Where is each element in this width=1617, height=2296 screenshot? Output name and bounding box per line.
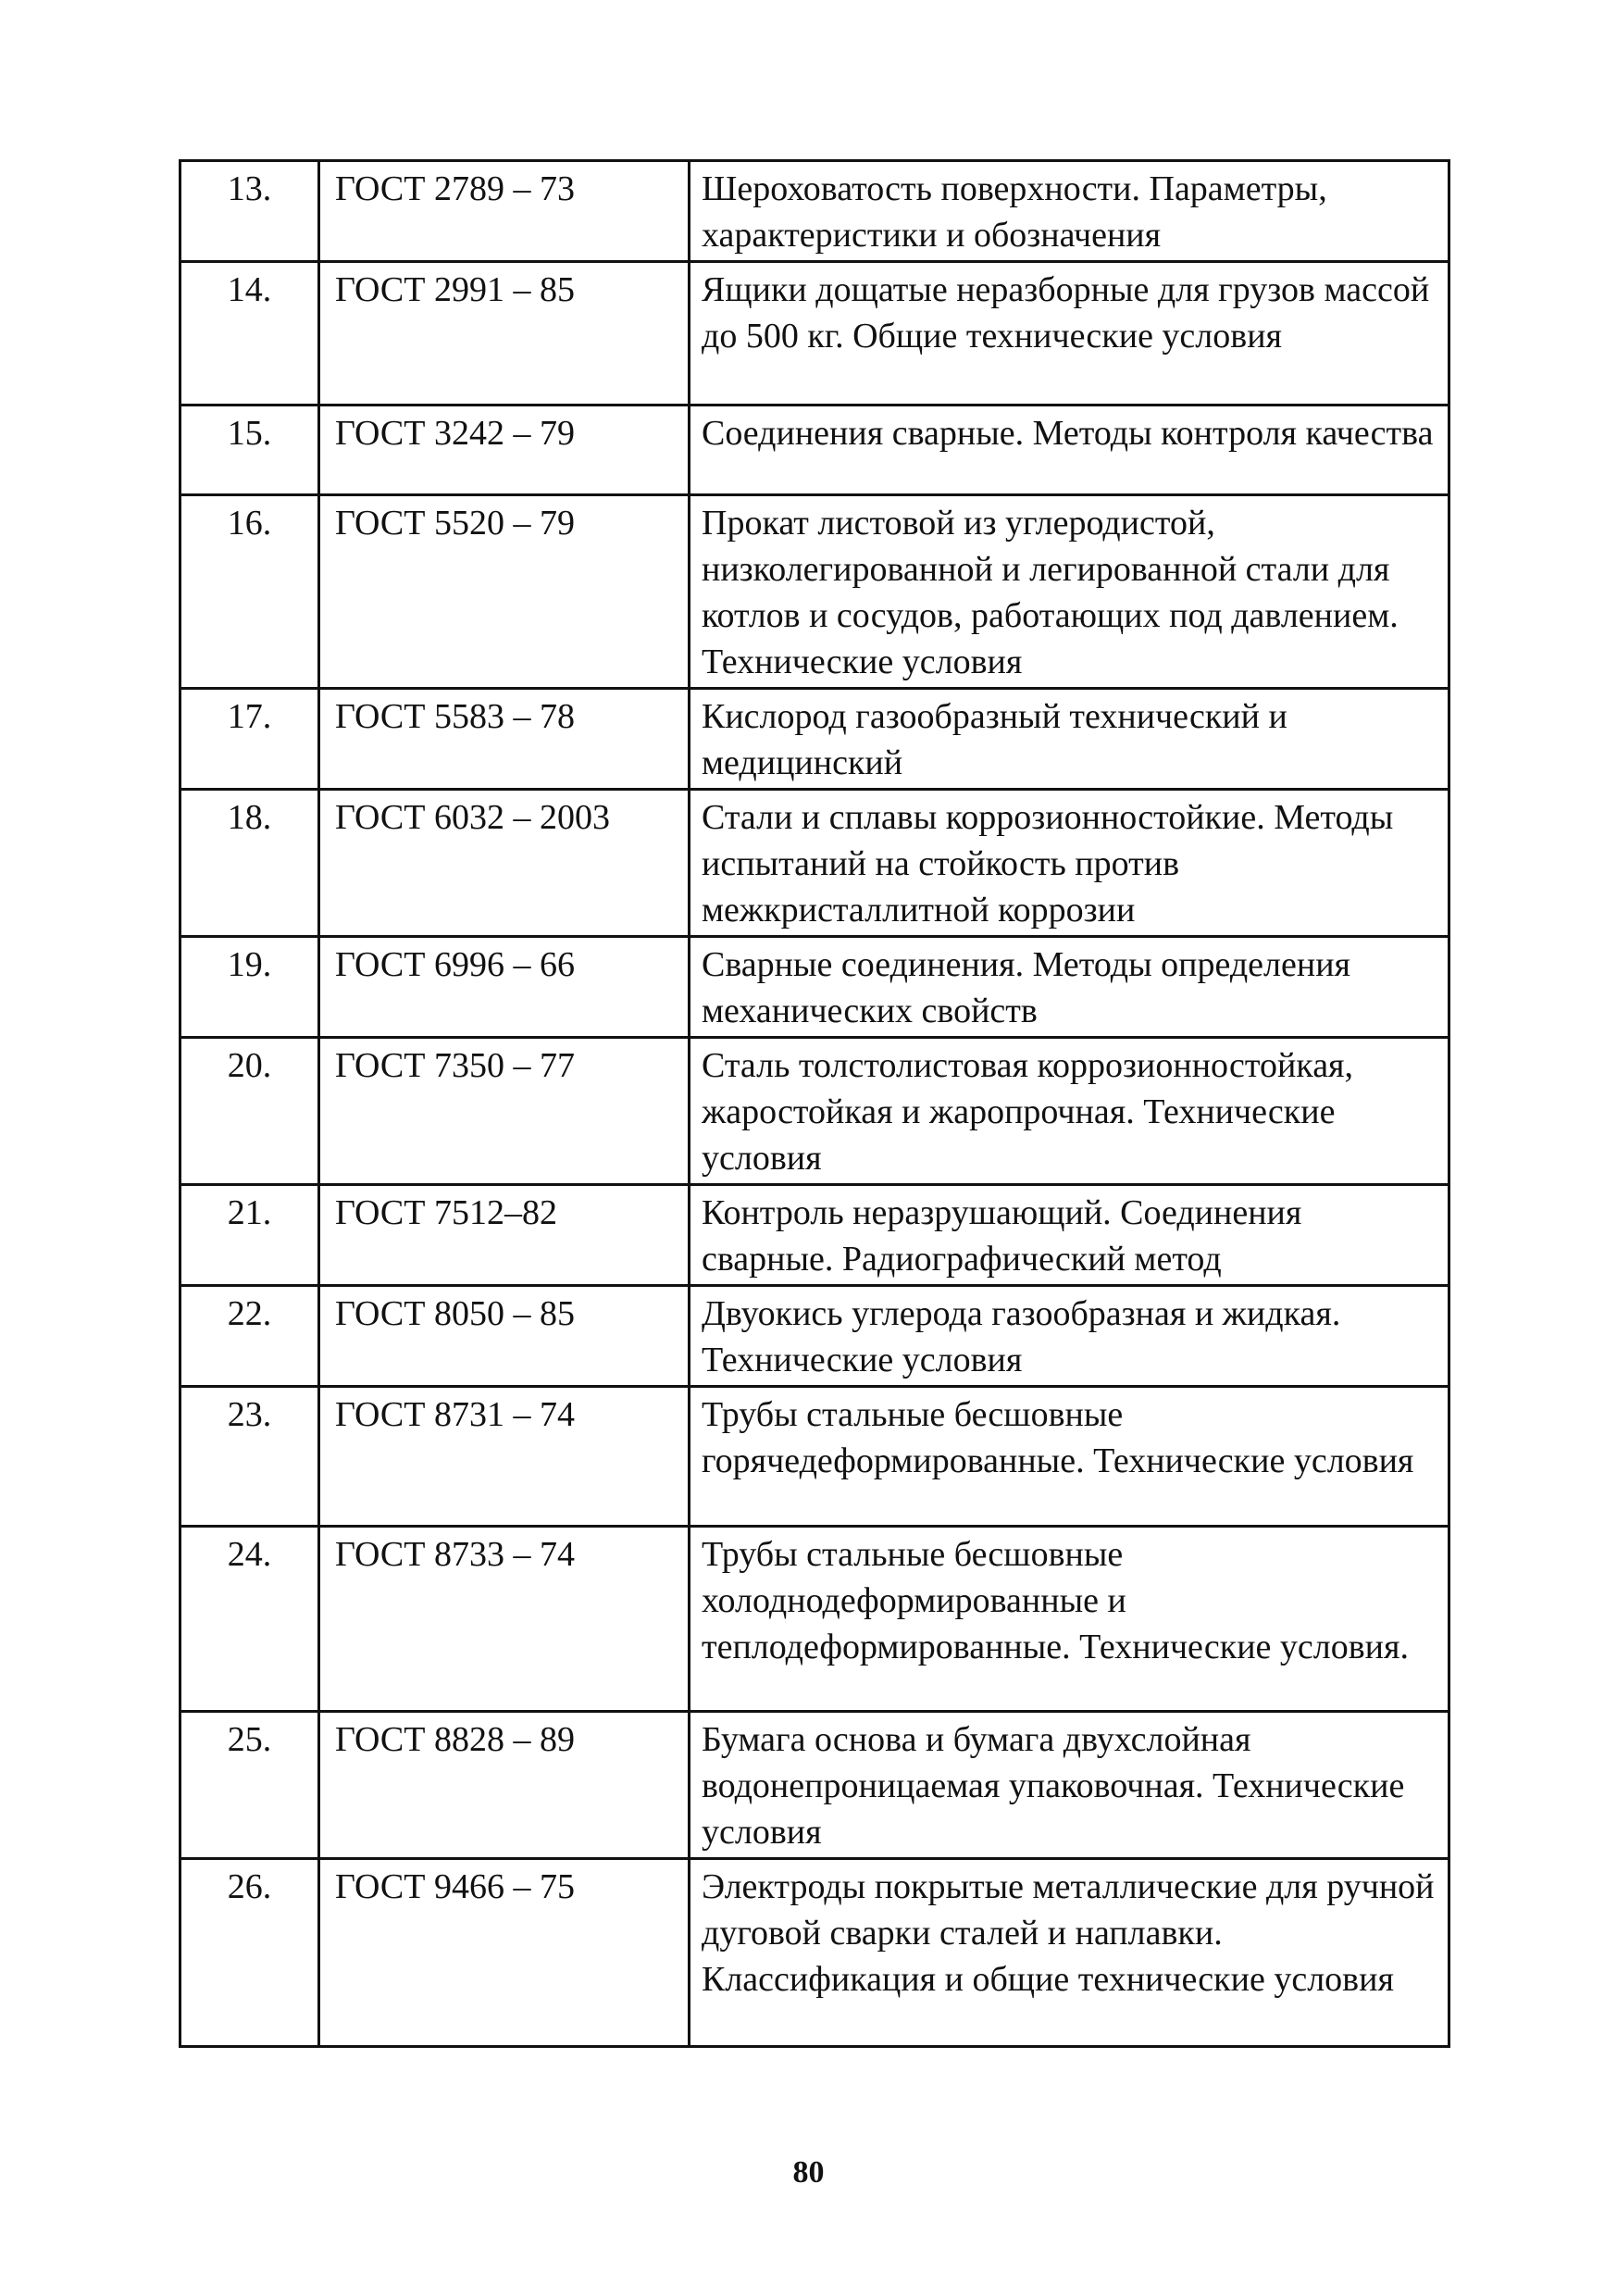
standard-title: Электроды покрытые металлические для ручной дуговой сварки сталей и наплавки. Классификация и общие технические условия: [690, 1859, 1449, 2047]
row-number: 20.: [180, 1038, 319, 1185]
standard-code: ГОСТ 6032 – 2003: [319, 790, 690, 937]
standard-code: ГОСТ 3242 – 79: [319, 406, 690, 495]
standard-code: ГОСТ 2789 – 73: [319, 161, 690, 262]
standard-code: ГОСТ 8828 – 89: [319, 1712, 690, 1859]
row-number: 26.: [180, 1859, 319, 2047]
standard-code: ГОСТ 8731 – 74: [319, 1387, 690, 1527]
standard-title: Двуокись углерода газообразная и жидкая. Технические условия: [690, 1286, 1449, 1387]
standard-code: ГОСТ 8733 – 74: [319, 1527, 690, 1712]
table-row: [180, 1185, 1449, 1286]
standard-code: ГОСТ 7350 – 77: [319, 1038, 690, 1185]
standard-code: ГОСТ 9466 – 75: [319, 1859, 690, 2047]
table-row: [180, 1859, 1449, 2047]
row-number: 21.: [180, 1185, 319, 1286]
standard-code: ГОСТ 6996 – 66: [319, 937, 690, 1038]
table-row: [180, 1038, 1449, 1185]
table-row: [180, 689, 1449, 790]
row-number: 13.: [180, 161, 319, 262]
table-row: [180, 790, 1449, 937]
standard-title: Стали и сплавы коррозионностойкие. Методы испытаний на стойкость против межкристаллитной коррозии: [690, 790, 1449, 937]
standard-title: Кислород газообразный технический и медицинский: [690, 689, 1449, 790]
standard-title: Прокат листовой из углеродистой, низколегированной и легированной стали для котлов и сосудов, работающих под давлением. Технические условия: [690, 495, 1449, 689]
row-number: 15.: [180, 406, 319, 495]
row-number: 23.: [180, 1387, 319, 1527]
standard-title: Сварные соединения. Методы определения механических свойств: [690, 937, 1449, 1038]
standard-code: ГОСТ 8050 – 85: [319, 1286, 690, 1387]
table-row: [180, 1527, 1449, 1712]
row-number: 24.: [180, 1527, 319, 1712]
standard-title: Ящики дощатые неразборные для грузов массой до 500 кг. Общие технические условия: [690, 262, 1449, 406]
table-row: [180, 1387, 1449, 1527]
standard-title: Трубы стальные бесшовные горячедеформированные. Технические условия: [690, 1387, 1449, 1527]
standard-title: Трубы стальные бесшовные холоднодеформированные и теплодеформированные. Технические условия.: [690, 1527, 1449, 1712]
table-row: [180, 1712, 1449, 1859]
standard-title: Сталь толстолистовая коррозионностойкая, жаростойкая и жаропрочная. Технические условия: [690, 1038, 1449, 1185]
table-row: [180, 1286, 1449, 1387]
row-number: 17.: [180, 689, 319, 790]
standard-code: ГОСТ 2991 – 85: [319, 262, 690, 406]
table-row: [180, 406, 1449, 495]
standard-code: ГОСТ 7512–82: [319, 1185, 690, 1286]
row-number: 19.: [180, 937, 319, 1038]
row-number: 25.: [180, 1712, 319, 1859]
standard-code: ГОСТ 5520 – 79: [319, 495, 690, 689]
row-number: 18.: [180, 790, 319, 937]
table-row: [180, 161, 1449, 262]
standard-title: Шероховатость поверхности. Параметры, характеристики и обозначения: [690, 161, 1449, 262]
table-row: [180, 937, 1449, 1038]
standard-code: ГОСТ 5583 – 78: [319, 689, 690, 790]
row-number: 22.: [180, 1286, 319, 1387]
standards-table: [179, 159, 1450, 2048]
page-number: 80: [792, 2155, 825, 2190]
row-number: 14.: [180, 262, 319, 406]
table-row: [180, 495, 1449, 689]
standard-title: Соединения сварные. Методы контроля качества: [690, 406, 1449, 495]
standard-title: Бумага основа и бумага двухслойная водонепроницаемая упаковочная. Технические условия: [690, 1712, 1449, 1859]
standard-title: Контроль неразрушающий. Соединения сварные. Радиографический метод: [690, 1185, 1449, 1286]
table-row: [180, 262, 1449, 406]
row-number: 16.: [180, 495, 319, 689]
